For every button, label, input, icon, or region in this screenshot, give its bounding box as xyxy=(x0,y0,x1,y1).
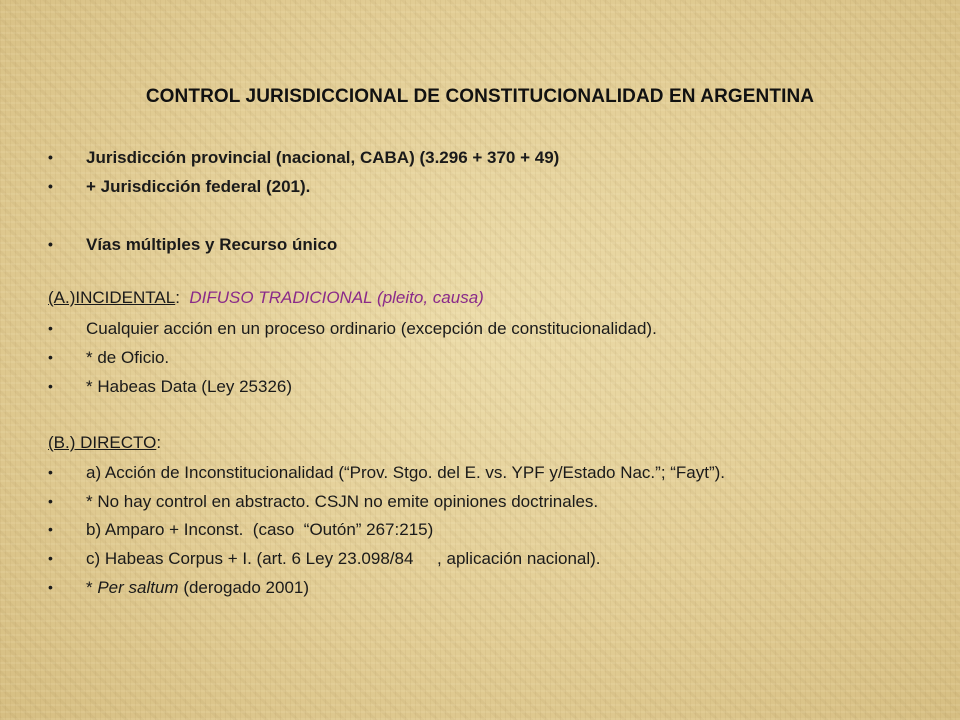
section-b-heading xyxy=(48,432,161,454)
slide-title: CONTROL JURISDICCIONAL DE CONSTITUCIONALIDAD EN ARGENTINA xyxy=(145,86,815,107)
section-b-colon: : xyxy=(156,433,162,452)
bullet-icon: • xyxy=(48,550,53,566)
list-item-text: c) Habeas Corpus + I. (art. 6 Ley 23.098/84 , aplicación nacional). xyxy=(86,549,601,568)
bullet-icon: • xyxy=(48,236,53,252)
list-item-prefix: * xyxy=(86,578,98,597)
list-item-text: + Jurisdicción federal (201). xyxy=(86,177,311,196)
section-a-heading xyxy=(48,287,484,309)
list-item xyxy=(48,233,337,256)
list-item-text: * de Oficio. xyxy=(86,348,170,367)
list-item-text: a) Acción de Inconstitucionalidad (“Prov. Stgo. del E. vs. YPF y/Estado Nac.”; “Fayt”). xyxy=(86,463,726,482)
list-item xyxy=(48,490,598,513)
list-item xyxy=(48,175,310,198)
bullet-icon: • xyxy=(48,178,53,194)
list-item xyxy=(48,317,657,340)
bullet-icon: • xyxy=(48,493,53,509)
list-item-italic: Per saltum xyxy=(97,578,179,597)
bullet-icon: • xyxy=(48,464,53,480)
section-a-label: (A.)INCIDENTAL xyxy=(48,288,176,307)
list-item-text: b) Amparo + Inconst. (caso “Outón” 267:215) xyxy=(86,520,434,539)
list-item-text: * Habeas Data (Ley 25326) xyxy=(86,377,293,396)
section-a-note: DIFUSO TRADICIONAL (pleito, causa) xyxy=(189,288,484,307)
list-item-text: * No hay control en abstracto. CSJN no emite opiniones doctrinales. xyxy=(86,492,599,511)
bullet-icon: • xyxy=(48,521,53,537)
section-a-colon: : xyxy=(175,288,190,307)
bullet-icon: • xyxy=(48,320,53,336)
list-item xyxy=(48,518,433,541)
list-item xyxy=(48,146,559,169)
list-item-text: Cualquier acción en un proceso ordinario (excepción de constitucionalidad). xyxy=(86,319,657,338)
section-b-label: (B.) DIRECTO xyxy=(48,433,157,452)
list-item-text: Jurisdicción provincial (nacional, CABA) (3.296 + 370 + 49) xyxy=(86,148,560,167)
list-item xyxy=(48,547,601,570)
list-item-suffix: (derogado 2001) xyxy=(178,578,310,597)
bullet-icon: • xyxy=(48,149,53,165)
bullet-icon: • xyxy=(48,579,53,595)
list-item xyxy=(48,375,292,398)
list-item xyxy=(48,576,309,599)
list-item xyxy=(48,346,169,369)
list-item xyxy=(48,461,725,484)
bullet-icon: • xyxy=(48,349,53,365)
bullet-icon: • xyxy=(48,378,53,394)
list-item-text: Vías múltiples y Recurso único xyxy=(86,235,338,254)
